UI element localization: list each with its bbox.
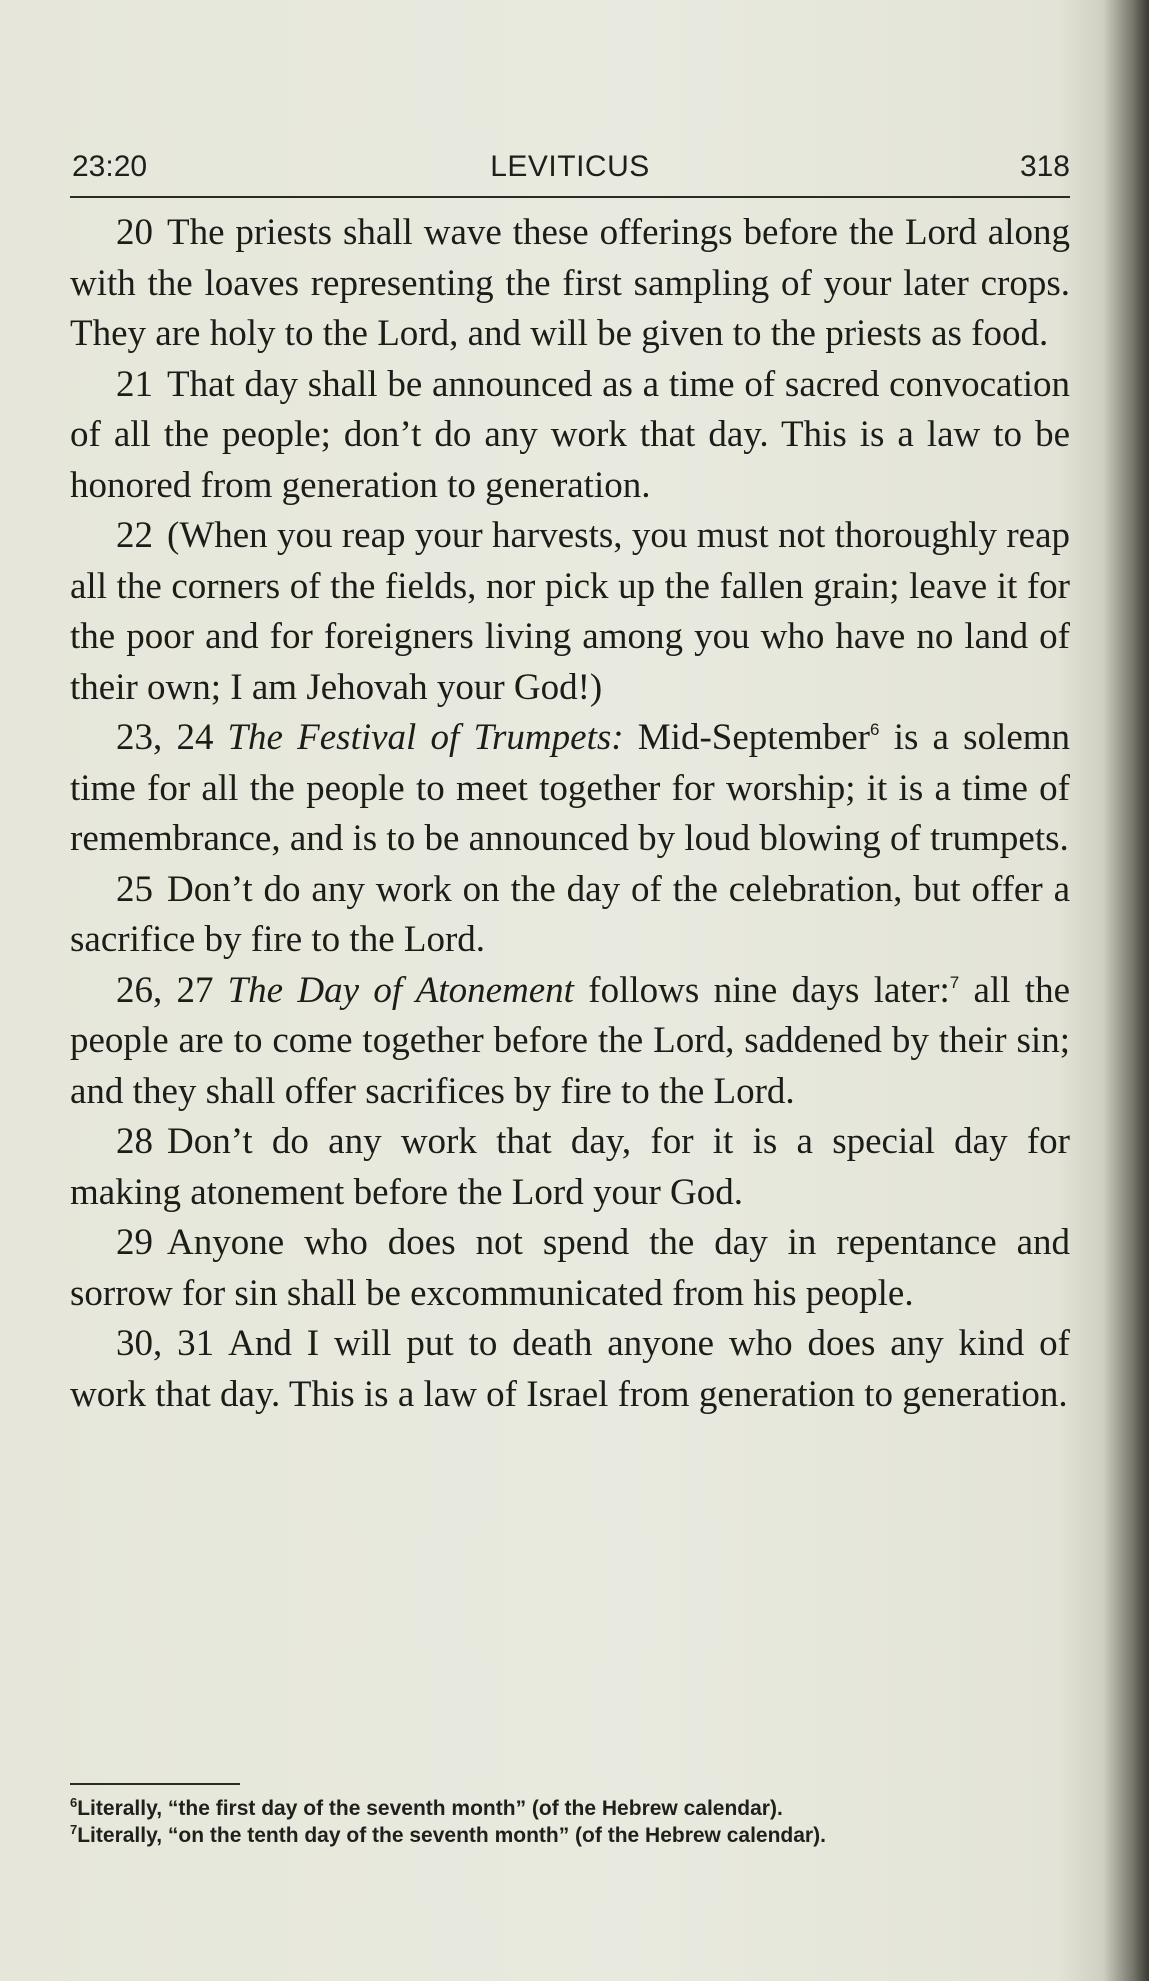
- verse-number: 29: [116, 1222, 153, 1263]
- verse-number: 26, 27: [116, 969, 214, 1011]
- verse-20: [70, 208, 1070, 360]
- verse-28: [70, 1117, 1070, 1218]
- verse-text-lead: Mid-September: [637, 717, 871, 758]
- footnote-reference: 6: [870, 720, 880, 739]
- scripture-text: [70, 208, 1070, 1420]
- footnote-reference: 7: [949, 972, 960, 992]
- verse-text: all the people are to come together before the Lord, saddened by their sin; and they shall offer sacrifices by fire to the Lord.: [70, 969, 1071, 1112]
- verse-30-31: [70, 1319, 1070, 1420]
- verse-text: (When you reap your harvests, you must not thoroughly reap all the corners of the fields, nor pick up the fallen grain; leave it for the poor and for foreigners living among you who have no land of their own; I am Jehovah your God!): [70, 515, 1070, 708]
- verse-number: 25: [116, 868, 153, 910]
- section-heading: The Day of Atonement: [227, 969, 574, 1011]
- verse-text: That day shall be announced as a time of sacred convocation of all the people; don’t do any work that day. This is a law to be honored from generation to generation.: [70, 363, 1070, 506]
- verse-number: 23, 24: [116, 717, 214, 758]
- page-number: 318: [1019, 150, 1070, 183]
- verse-25: [70, 865, 1070, 966]
- verse-text-lead: follows nine days later:: [588, 969, 950, 1011]
- verse-21: [70, 360, 1070, 512]
- footnote-text: Literally, “on the tenth day of the seventh month” (of the Hebrew calendar).: [77, 1824, 826, 1847]
- chapter-verse-reference: 23:20: [72, 150, 148, 183]
- footnote-6: [70, 1795, 1070, 1822]
- verse-number: 20: [116, 212, 153, 253]
- verse-text: is a solemn time for all the people to meet together for worship; it is a time of remembrance, and is to be announced by loud blowing of trumpets.: [70, 717, 1071, 859]
- verse-23-24: [70, 713, 1070, 865]
- verse-number: 22: [116, 515, 153, 556]
- verse-number: 30, 31: [116, 1323, 215, 1364]
- section-heading: The Festival of Trumpets:: [227, 717, 624, 758]
- running-head: [70, 140, 1070, 198]
- verse-number: 28: [116, 1121, 153, 1162]
- footnote-7: [70, 1822, 1070, 1849]
- footnote-mark: 7: [70, 1822, 78, 1837]
- verse-text: The priests shall wave these offerings before the Lord along with the loaves representing the first sampling of your later crops. They are holy to the Lord, and will be given to the priests as food.: [70, 212, 1070, 354]
- verse-22: [70, 511, 1070, 713]
- footnote-text: Literally, “the first day of the seventh month” (of the Hebrew calendar).: [77, 1797, 783, 1820]
- verse-text: And I will put to death anyone who does any kind of work that day. This is a law of Israel from generation to generation.: [70, 1323, 1071, 1415]
- verse-text: Anyone who does not spend the day in repentance and sorrow for sin shall be excommunicated from his people.: [70, 1222, 1070, 1314]
- book-title: LEVITICUS: [490, 150, 650, 183]
- footnote-divider: [70, 1783, 240, 1785]
- verse-29: [70, 1218, 1070, 1319]
- footnotes: [70, 1783, 1070, 1849]
- verse-text: Don’t do any work on the day of the celebration, but offer a sacrifice by fire to the Lord.: [70, 868, 1070, 960]
- footnote-mark: 6: [70, 1795, 78, 1810]
- verse-26-27: [70, 966, 1070, 1118]
- verse-text: Don’t do any work that day, for it is a special day for making atonement before the Lord your God.: [70, 1121, 1070, 1213]
- verse-number: 21: [116, 363, 153, 405]
